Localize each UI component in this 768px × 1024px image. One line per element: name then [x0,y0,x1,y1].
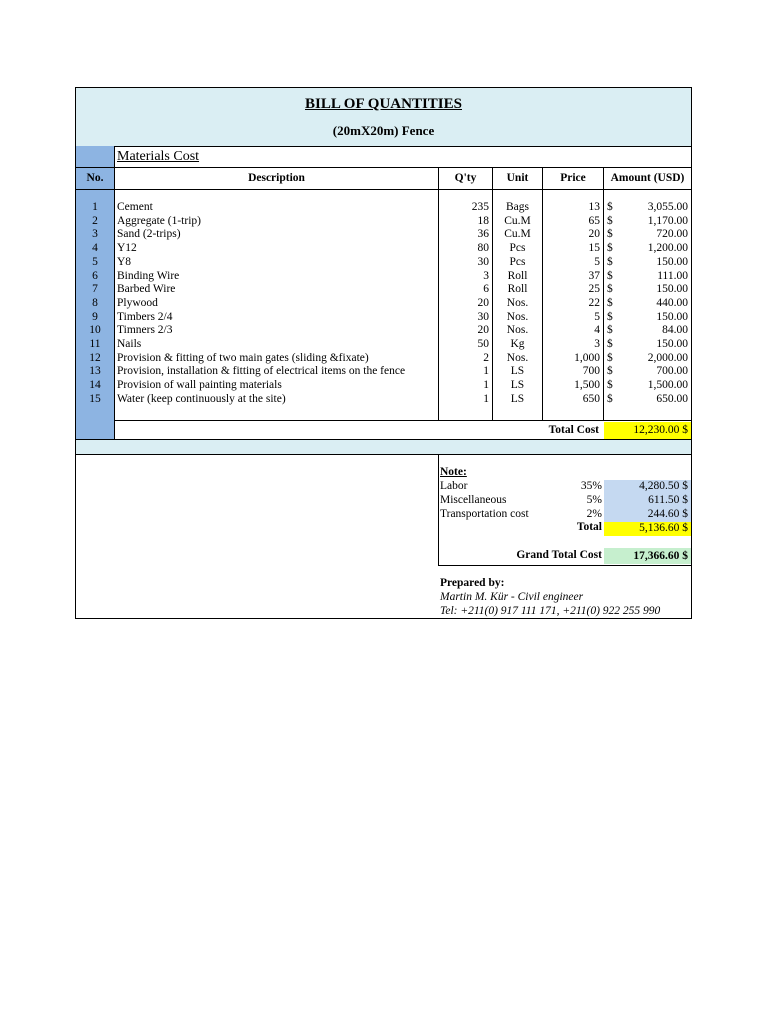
item-currency: $ [607,392,613,405]
item-no: 3 [92,228,98,241]
item-unit: LS [510,392,525,405]
note-percent-transport: 2% [586,508,602,520]
table-row [76,379,691,393]
item-price: 37 [588,269,600,282]
prepared-by-tel: Tel: +211(0) 917 111 171, +211(0) 922 255 990 [440,605,661,617]
note-label-transport: Transportation cost [440,508,529,520]
document-subtitle: (20mX20m) Fence [332,123,435,138]
item-amount: 150.00 [656,255,688,268]
item-price: 5 [594,255,600,268]
note-label-misc: Miscellaneous [440,494,507,506]
table-row [76,283,691,297]
item-amount: 440.00 [656,296,688,309]
item-qty: 18 [477,214,489,227]
item-no: 11 [89,338,101,350]
item-unit: Roll [507,283,528,296]
item-currency: $ [607,255,613,268]
item-unit: Kg [510,338,525,350]
note-divider [438,565,691,566]
item-no: 4 [92,242,98,255]
note-border [438,454,439,565]
item-unit: Bags [506,201,529,213]
item-price: 4 [594,324,600,337]
item-amount: 150.00 [656,338,688,350]
item-price: 3 [594,338,600,350]
separator-band [76,439,691,455]
item-qty: 2 [483,351,489,364]
note-value-transport: 244.60 $ [604,508,691,522]
divider [114,420,691,421]
item-qty: 6 [483,283,489,296]
item-qty: 1 [483,365,489,378]
prepared-by-name: Martin M. Kür - Civil engineer [440,591,584,603]
item-qty: 20 [477,324,489,337]
note-heading: Note: [440,466,467,478]
total-cost-label: Total Cost [548,424,599,436]
item-no: 8 [92,296,98,309]
item-description: Plywood [117,296,158,309]
item-price: 20 [588,228,600,241]
table-row [76,201,691,215]
table-row [76,297,691,311]
note-value-misc: 611.50 $ [604,494,691,508]
item-description: Barbed Wire [117,283,176,296]
prepared-by-heading: Prepared by: [440,577,505,589]
item-no: 2 [92,214,98,227]
table-row [76,270,691,284]
table-row [76,311,691,325]
item-currency: $ [607,379,613,392]
item-amount: 150.00 [656,310,688,323]
item-currency: $ [607,324,613,337]
item-price: 1,500 [574,379,600,392]
item-no: 10 [89,324,101,337]
note-percent-misc: 5% [586,494,602,506]
item-currency: $ [607,365,613,378]
item-qty: 30 [477,310,489,323]
table-row [76,215,691,229]
item-price: 15 [588,242,600,255]
item-amount: 650.00 [656,392,688,405]
item-amount: 111.00 [657,269,688,282]
item-currency: $ [607,269,613,282]
item-amount: 1,500.00 [647,379,688,392]
table-row [76,352,691,366]
item-no: 14 [89,379,101,392]
item-amount: 720.00 [656,228,688,241]
item-qty: 1 [483,392,489,405]
item-amount: 150.00 [656,283,688,296]
section-title: Materials Cost [117,149,200,164]
item-unit: Cu.M [504,214,531,227]
item-qty: 50 [477,338,489,350]
item-amount: 1,170.00 [647,214,688,227]
item-no: 7 [92,283,98,296]
item-unit: Pcs [509,255,526,268]
note-label-labor: Labor [440,480,468,492]
grand-total-label: Grand Total Cost [516,549,602,561]
note-total-value: 5,136.60 $ [604,522,691,536]
item-currency: $ [607,201,613,213]
table-row [76,256,691,270]
item-description: Water (keep continuously at the site) [117,392,286,405]
item-amount: 700.00 [656,365,688,378]
item-qty: 36 [477,228,489,241]
item-currency: $ [607,310,613,323]
col-header-description: Description [248,172,305,184]
item-qty: 3 [483,269,489,282]
item-description: Cement [117,201,153,213]
total-cost-value: 12,230.00 $ [604,422,691,439]
table-row [76,242,691,256]
table-row [76,393,691,407]
item-description: Timners 2/3 [117,324,173,337]
item-description: Provision, installation & fitting of electrical items on the fence [117,365,406,378]
item-no: 6 [92,269,98,282]
table-row [76,324,691,338]
item-currency: $ [607,228,613,241]
item-no: 5 [92,255,98,268]
item-no: 1 [92,201,98,213]
item-unit: LS [510,365,525,378]
item-unit: Nos. [506,351,529,364]
item-currency: $ [607,242,613,255]
table-row [76,338,691,352]
note-value-labor: 4,280.50 $ [604,480,691,494]
item-qty: 235 [471,201,489,213]
item-amount: 2,000.00 [647,351,688,364]
item-no: 12 [89,351,101,364]
item-price: 22 [588,296,600,309]
item-description: Binding Wire [117,269,180,282]
item-price: 700 [582,365,600,378]
item-amount: 84.00 [662,324,688,337]
grand-total-value: 17,366.60 $ [604,548,691,564]
item-qty: 30 [477,255,489,268]
item-amount: 1,200.00 [647,242,688,255]
item-amount: 3,055.00 [647,201,688,213]
table-row [76,365,691,379]
note-total-label: Total [576,521,602,533]
divider [76,189,691,190]
item-price: 5 [594,310,600,323]
item-description: Nails [117,338,142,350]
item-price: 25 [588,283,600,296]
col-header-price: Price [560,172,586,184]
item-unit: Nos. [506,324,529,337]
col-header-qty: Q'ty [454,172,477,184]
item-currency: $ [607,214,613,227]
item-unit: Cu.M [504,228,531,241]
document-title: BILL OF QUANTITIES [305,96,462,112]
note-percent-labor: 35% [580,480,602,492]
item-currency: $ [607,338,613,350]
col-header-no: No. [86,172,104,184]
item-currency: $ [607,283,613,296]
item-qty: 1 [483,379,489,392]
item-qty: 80 [477,242,489,255]
item-price: 1,000 [574,351,600,364]
col-header-amount: Amount (USD) [610,172,685,184]
item-price: 65 [588,214,600,227]
col-header-unit: Unit [506,172,529,184]
item-unit: Nos. [506,310,529,323]
item-description: Sand (2-trips) [117,228,181,241]
item-qty: 20 [477,296,489,309]
item-currency: $ [607,351,613,364]
divider [76,167,691,168]
item-description: Provision & fitting of two main gates (sliding &fixate) [117,351,369,364]
item-no: 9 [92,310,98,323]
item-unit: LS [510,379,525,392]
item-description: Provision of wall painting materials [117,379,282,392]
item-currency: $ [607,296,613,309]
item-unit: Pcs [509,242,526,255]
item-no: 13 [89,365,101,378]
item-unit: Roll [507,269,528,282]
item-description: Y12 [117,242,137,255]
item-price: 650 [582,392,600,405]
item-description: Y8 [117,255,132,268]
item-no: 15 [89,392,101,405]
item-description: Timbers 2/4 [117,310,173,323]
boq-sheet [75,87,692,619]
item-unit: Nos. [506,296,529,309]
item-price: 13 [588,201,600,213]
table-row [76,228,691,242]
item-description: Aggregate (1-trip) [117,214,201,227]
